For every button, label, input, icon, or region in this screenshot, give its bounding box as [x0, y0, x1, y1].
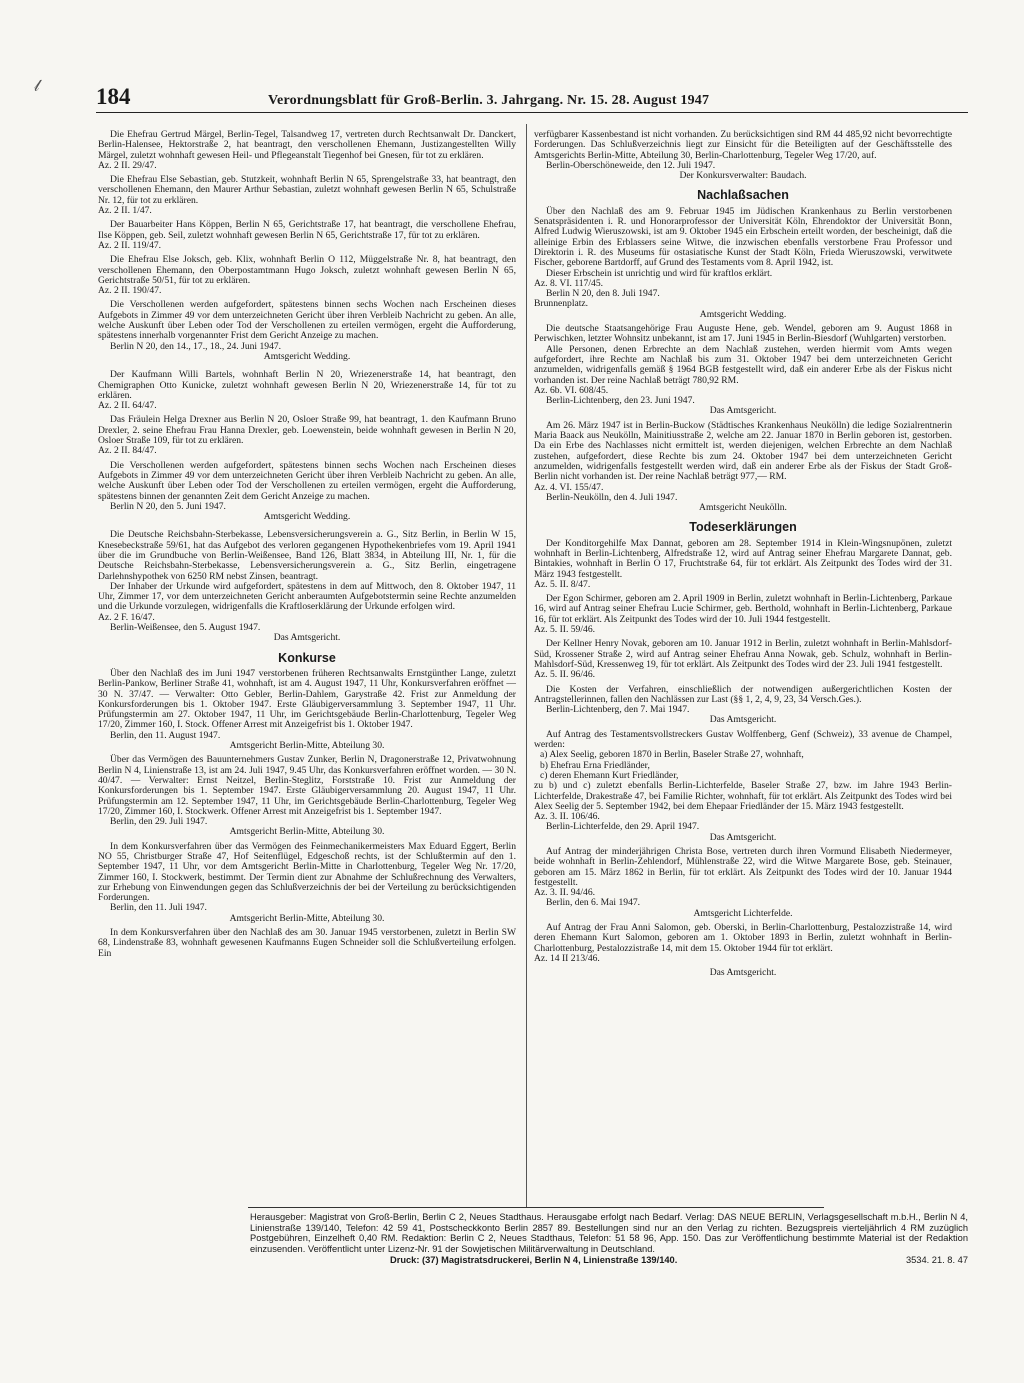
case-reference: Az. 8. VI. 117/45. — [534, 277, 604, 289]
print-code: 3534. 21. 8. 47 — [905, 1255, 968, 1266]
imprint-text: Herausgeber: Magistrat von Groß-Berlin, Berlin C 2, Neues Stadthaus. Herausgabe erfolgt nach Bedarf. Verlag: DAS NEUE BERLIN, Verlagsgesellschaft m.b.H., Berlin N 4, Linienstraße 139/140, Telefon: 42 59 41, Postscheckkonto Berlin 2857 89. Bestellungen sind nur an den Verlag zu richten. Bezugspreis vierteljährlich 4 RM zuzüglich Postgebühren, Einzelheft 0,40 RM. Redaktion: Berlin C 2, Neues Stadthaus, Telefon: 51 58 96, App. 150. Das zur Veröffentlichung bestimmte Material ist der Redaktion einzusenden. Veröffentlicht unter Lizenz-Nr. 91 der Sowjetischen Militärverwaltung in Deutschland. — [250, 1212, 968, 1254]
list-item: b) Ehefrau Erna Friedländer, — [540, 759, 650, 771]
case-reference: Az. 2 II. 84/47. — [98, 445, 157, 457]
court-signature: Das Amtsgericht. — [709, 714, 777, 726]
notice-paragraph: Die Ehefrau Else Sebastian, geb. Stutzkeit, wohnhaft Berlin N 65, Sprengelstraße 33, hat beantragt, den verschollenen Ehemann, den Maurer Arthur Sebastian, zuletzt wohnhaft gewesen Berlin N 65, Schulstraße Nr. 12, für tot zu erklären. — [98, 174, 516, 206]
place-date: Berlin-Lichterfelde, den 29. April 1947. — [546, 821, 700, 833]
court-signature: Das Amtsgericht. — [709, 967, 777, 979]
court-signature: Amtsgericht Berlin-Mitte, Abteilung 30. — [229, 826, 385, 838]
notice-paragraph: Die Verschollenen werden aufgefordert, spätestens binnen sechs Wochen nach Erscheinen dieses Aufgebots in Zimmer 49 vor dem unterzeichneten Gericht über ihren Verbleib Nachricht zu geben. An alle, welche Auskunft über Leben oder Tod der Verschollenen zu erteilen vermögen, ergeht die Aufforderung, spätestens innerhalb vorgenannter Frist dem Gericht Anzeige zu machen. — [98, 299, 516, 342]
court-signature: Amtsgericht Berlin-Mitte, Abteilung 30. — [229, 912, 385, 924]
notice-paragraph: Dieser Erbschein ist unrichtig und wird für kraftlos erklärt. — [546, 267, 773, 279]
notice-paragraph: Am 26. März 1947 ist in Berlin-Buckow (Städtisches Krankenhaus Neukölln) die ledige Sozialrentnerin Maria Baack aus Neukölln, Mainitiusstraße 2, welche am 22. Januar 1870 in Berlin geboren ist, gestorben. Da ein Erbe des Nachlasses nicht ermittelt ist, werden diejenigen, welchen Erbrechte an dem Nachlaß zustehen, aufgefordert, diese Rechte bis zum 24. Oktober 1947 bei dem unterzeichneten Gericht anzumelden, widrigenfalls festgestellt werden wird, daß ein anderer Erbe als der Fiskus der Stadt Groß-Berlin nicht vorhanden ist. Der reine Nachlaß beträgt 977,— RM. — [534, 419, 952, 483]
place-date: Berlin, den 11. Juli 1947. — [110, 902, 207, 914]
notice-paragraph: Die deutsche Staatsangehörige Frau Auguste Hene, geb. Wendel, geboren am 9. August 1868 in Perwischken, letzter Wohnsitz unbekannt, ist am 17. Juni 1945 in Berlin-Biesdorf (Wuhlgarten) verstorben. — [534, 323, 952, 345]
place-date: Berlin-Lichtenberg, den 7. Mai 1947. — [546, 704, 690, 716]
administrator-signature: Der Konkursverwalter: Baudach. — [679, 170, 807, 182]
place-date: Berlin, den 29. Juli 1947. — [110, 816, 208, 828]
case-reference: Az. 2 II. 1/47. — [98, 205, 152, 217]
notice-paragraph: Der Inhaber der Urkunde wird aufgefordert, spätestens in dem auf Mittwoch, den 8. Oktober 1947, 11 Uhr, Zimmer 17, vor dem unterzeichneten Gericht anberaumten Aufgebotstermin seine Rechte anzumelden und die Urkunde vorzulegen, widrigenfalls die Kraftloserklärung der Urkunde erfolgen wird. — [98, 580, 516, 613]
place-date: Berlin-Oberschöneweide, den 12. Juli 1947. — [546, 159, 716, 171]
court-signature: Das Amtsgericht. — [709, 405, 777, 417]
case-reference: Az. 2 II. 29/47. — [98, 159, 157, 171]
case-reference: Az. 6b. VI. 608/45. — [534, 384, 609, 396]
case-reference: Az. 5. II. 59/46. — [534, 624, 596, 636]
notice-paragraph: Auf Antrag des Testamentsvollstreckers Gustav Wolffenberg, Genf (Schweiz), 33 avenue de Champel, werden: — [534, 728, 952, 751]
court-signature: Das Amtsgericht. — [273, 632, 341, 644]
place-date: Berlin, den 6. Mai 1947. — [546, 897, 641, 909]
case-reference: Az. 14 II 213/46. — [534, 952, 600, 964]
notice-paragraph: Die Deutsche Reichsbahn-Sterbekasse, Lebensversicherungsverein a. G., Sitz Berlin, in Berlin W 15, Knesebeckstraße 59/61, hat das Aufgebot des verloren gegangenen Hypothekenbriefes vom 19. April 1941 über die im Grundbuche von Berlin-Weißensee, Band 126, Blatt 3834, in Abteilung III, Nr. 1, für die Deutsche Reichsbahn-Sterbekasse, Lebensversicherungsverein a. G., Sitz Berlin, eingetragene Darlehnshypothek von 6250 RM nebst Zinsen, beantragt. — [98, 529, 516, 582]
notice-paragraph: Über den Nachlaß des am 9. Februar 1945 im Jüdischen Krankenhaus zu Berlin verstorbenen Senatspräsidenten i. R. und Honorarprofessor der Universität Köln, Ehrendoktor der Universität Bonn, Alfred Ludwig Wieruszowski, ist am 9. Oktober 1945 ein Erbschein erteilt worden, der bescheinigt, daß die alleinige Erbin des Erblassers seine Witwe, die inzwischen ebenfalls verstorbene Frau Professor und Direktorin i. R. des Museums für ostasiatische Kunst der Stadt Köln, Frieda Wieruszowski, verwitwete Fischer, geborene Bartdorff, auf Grund des Testaments vom 8. April 1942, ist. — [534, 205, 952, 269]
notice-paragraph: In dem Konkursverfahren über den Nachlaß des am 30. Januar 1945 verstorbenen, zuletzt in Berlin SW 68, Lindenstraße 83, wohnhaft gewesenen Kaufmanns Eugen Schneider soll die Schlußverteilung erfolgen. Ein — [98, 927, 516, 959]
imprint-bottom-line — [250, 1255, 968, 1266]
court-signature: Amtsgericht Wedding. — [263, 511, 351, 523]
right-column — [534, 130, 952, 979]
notice-paragraph: Der Bauarbeiter Hans Köppen, Berlin N 65, Gerichtstraße 17, hat beantragt, die verschollene Ehefrau, Ilse Köppen, geb. Seil, zuletzt wohnhaft gewesen Berlin N 65, Gerichtstraße 17, für tot zu erklären. — [98, 219, 516, 241]
place-date: Berlin-Lichtenberg, den 23. Juni 1947. — [546, 395, 695, 407]
notice-paragraph: Das Fräulein Helga Drexner aus Berlin N 20, Osloer Straße 99, hat beantragt, 1. den Kaufmann Bruno Drexler, 2. seine Ehefrau Frau Hanna Drexler, geb. Loewenstein, beide wohnhaft gewesen in Berlin N 20, Osloer Straße 109, für tot zu erklären. — [98, 414, 516, 447]
court-signature: Amtsgericht Berlin-Mitte, Abteilung 30. — [229, 740, 385, 752]
notice-paragraph: In dem Konkursverfahren über das Vermögen des Feinmechanikermeisters Max Eduard Eggert, Berlin NO 55, Christburger Straße 47, Hof Seitenflügel, Edgeschoß rechts, ist der Schlußtermin auf den 1. September 1947, 11 Uhr, vor dem Amtsgericht Berlin-Mitte in Charlottenburg, Tegeler Weg Nr. 17/20, Zimmer 160, I. Stockwerk, bestimmt. Der Termin dient zur Abnahme der Schlußrechnung des Verwalters, zur Erhebung von Einwendungen gegen das Schlußverzeichnis der bei der Verteilung zu berücksichtigenden Forderungen. — [98, 840, 516, 904]
notice-paragraph: Die Verschollenen werden aufgefordert, spätestens binnen sechs Wochen nach Erscheinen dieses Aufgebots in Zimmer 49 vor dem unterzeichneten Gericht über ihren Verbleib Nachricht zu geben. An alle, welche Auskunft über Leben oder Tod der Verschollenen zu erteilen vermögen, ergeht die Aufforderung, spätestens binnen der genannten Zeit dem Gericht Anzeige zu machen. — [98, 459, 516, 502]
court-signature: Amtsgericht Neukölln. — [699, 502, 787, 514]
notice-paragraph: Über den Nachlaß des im Juni 1947 verstorbenen früheren Rechtsanwalts Ernstgünther Lange, zuletzt Berlin-Pankow, Berliner Straße 41, wohnhaft, ist am 4. August 1947, 11 Uhr, Konkursverfahren eröffnet — 30 N. 37/47. — Verwalter: Otto Gebler, Berlin-Dahlem, Garystraße 42. Frist zur Anmeldung der Konkursforderungen bis 1. Oktober 1947. Erste Gläubigerversammlung 3. September 1947, 11 Uhr. Prüfungstermin am 27. Oktober 1947, 11 Uhr, im Gerichtsgebäude Berlin-Charlottenburg, Tegeler Weg 17/20, Zimmer 160, I. Stock. Offener Arrest mit Anzeigefrist bis 1. Oktober 1947. — [98, 667, 516, 731]
left-column — [98, 130, 516, 959]
case-reference: Az. 5. II. 96/46. — [534, 669, 596, 681]
notice-paragraph: Auf Antrag der Frau Anni Salomon, geb. Oberski, in Berlin-Charlottenburg, Pestalozzistraße 14, wird deren Ehemann Kurt Salomon, geboren am 1. Oktober 1893 in Berlin, zuletzt wohnhaft in Berlin-Charlottenburg, Pestalozzistraße 14, mit dem 15. Oktober 1944 für tot erklärt. — [534, 922, 952, 954]
header-rule — [96, 112, 968, 113]
imprint-footer — [250, 1212, 968, 1266]
case-reference: Az. 3. II. 94/46. — [534, 887, 596, 899]
notice-paragraph: Alle Personen, denen Erbrechte an dem Nachlaß zustehen, werden hiermit vom Amts wegen aufgefordert, ihre Rechte am Nachlaß bis zum 31. Oktober 1947 bei dem unterzeichneten Gericht anzumelden, widrigenfalls gemäß § 1964 BGB festgestellt wird, daß ein anderer Erbe als der Fiskus nicht vorhanden ist. Der reine Nachlaß beträgt 780,92 RM. — [534, 343, 952, 386]
notice-paragraph: zu b) und c) zuletzt ebenfalls Berlin-Lichterfelde, Baseler Straße 27, bzw. im Jahre 1943 Berlin-Lichterfelde, Drakestraße 47, bei Familie Richter, wohnhaft, für tot erklärt. Als Zeitpunkt des Todes wird bei Alex Seelig der 5. September 1942, bei dem Ehepaar Friedländer der 15. März 1943 festgestellt. — [534, 780, 952, 812]
notice-paragraph: Die Kosten der Verfahren, einschließlich der notwendigen außergerichtlichen Kosten der Antragstellerinnen, fallen den Nachlässen zur Last (§§ 1, 2, 4, 9, 23, 34 Versch.Ges.). — [534, 683, 952, 705]
case-reference: Az. 4. VI. 155/47. — [534, 481, 604, 493]
court-signature: Das Amtsgericht. — [709, 831, 777, 843]
case-reference: Az. 2 II. 64/47. — [98, 400, 157, 412]
notice-paragraph: Der Egon Schirmer, geboren am 2. April 1909 in Berlin, zuletzt wohnhaft in Berlin-Lichtenberg, Parkaue 16, wird auf Antrag seiner Ehefrau Lucie Schirmer, geb. Berthold, wohnhaft in Berlin-Lichtenberg, Parkaue 16, für tot erklärt. Als Zeitpunkt des Todes wird der 10. Juli 1944 festgestellt. — [534, 593, 952, 625]
court-signature: Amtsgericht Wedding. — [699, 308, 787, 320]
place-date: Berlin N 20, den 14., 17., 18., 24. Juni 1947. — [110, 340, 282, 352]
place-date: Berlin-Neukölln, den 4. Juli 1947. — [546, 491, 678, 503]
page-header — [96, 84, 968, 112]
notice-paragraph: Der Kaufmann Willi Bartels, wohnhaft Berlin N 20, Wriezenerstraße 14, hat beantragt, den Chemigraphen Otto Kunicke, zuletzt wohnhaft gewesen Berlin N 20, Wriezenerstraße 14, für tot zu erklären. — [98, 369, 516, 401]
court-signature: Amtsgericht Wedding. — [263, 350, 351, 362]
place-address: Brunnenplatz. — [534, 298, 589, 310]
case-reference: Az. 2 F. 16/47. — [98, 611, 155, 623]
margin-mark: 𝓁 — [34, 78, 40, 95]
section-heading-todeserklaerungen: Todeserklärungen — [689, 520, 797, 535]
section-heading-konkurse: Konkurse — [278, 650, 336, 665]
notice-paragraph: Der Konditorgehilfe Max Dannat, geboren am 28. September 1914 in Klein-Wingsnupönen, zuletzt wohnhaft in Berlin-Lichtenberg, Alfredstraße 12, wird auf Antrag seiner Ehefrau Margarete Dannat, geb. Bintakies, wohnhaft in Berlin O 17, Fruchtstraße 64, für tot erklärt. Als Zeitpunkt des Todes wird der 31. März 1943 festgestellt. — [534, 537, 952, 580]
page-number: 184 — [96, 84, 131, 109]
place-date: Berlin N 20, den 5. Juni 1947. — [110, 500, 226, 512]
case-reference: Az. 3. II. 106/46. — [534, 811, 600, 823]
list-item: a) Alex Seelig, geboren 1870 in Berlin, Baseler Straße 27, wohnhaft, — [540, 749, 804, 761]
printer-line: Druck: (37) Magistratsdruckerei, Berlin N 4, Linienstraße 139/140. — [390, 1255, 678, 1266]
notice-paragraph: Auf Antrag der minderjährigen Christa Bose, vertreten durch ihren Vormund Elisabeth Niedermeyer, beide wohnhaft in Berlin-Zehlendorf, Mühlenstraße 22, wird die Witwe Margarete Bose, geb. Steinauer, geboren am 15. März 1862 in Berlin, für tot erklärt. Als Zeitpunkt des Todes wird der 10. Januar 1944 festgestellt. — [534, 846, 952, 888]
case-reference: Az. 2 II. 119/47. — [98, 239, 162, 251]
notice-paragraph: Die Ehefrau Gertrud Märgel, Berlin-Tegel, Talsandweg 17, vertreten durch Rechtsanwalt Dr. Danckert, Berlin-Halensee, Hektorstraße 2, hat beantragt, den verschollenen Ehemann, Justizangestellten Willy Märgel, zuletzt wohnhaft gewesen Heil- und Pflegeanstalt Tiegenhof bei Gnesen, für tot zu erklären. — [98, 129, 516, 161]
page-title: Verordnungsblatt für Groß-Berlin. 3. Jahrgang. Nr. 15. 28. August 1947 — [268, 93, 710, 108]
case-reference: Az. 2 II. 190/47. — [98, 285, 162, 297]
list-item: c) deren Ehemann Kurt Friedländer, — [540, 769, 679, 781]
notice-paragraph: Der Kellner Henry Novak, geboren am 10. Januar 1912 in Berlin, zuletzt wohnhaft in Berlin-Mahlsdorf-Süd, Krossener Straße 2, wird auf Antrag seiner Ehefrau Anna Nowak, geb. Schulz, wohnhaft in Berlin-Mahlsdorf-Süd, Kressenweg 19, für tot erklärt. Als Zeitpunkt des Todes wird der 23. Juli 1941 festgestellt. — [534, 638, 952, 670]
place-date: Berlin, den 11. August 1947. — [110, 729, 221, 741]
notice-paragraph: Über das Vermögen des Bauunternehmers Gustav Zunker, Berlin N, Dragonerstraße 12, Privatwohnung Berlin N 4, Linienstraße 13, ist am 24. Juli 1947, 9.45 Uhr, das Konkursverfahren eröffnet worden. — 30 N. 40/47. — Verwalter: Ernst Neitzel, Berlin-Steglitz, Forststraße 10. Frist zur Anmeldung der Konkursforderungen bis 1. September 1947. Erste Gläubigerversammlung 20. August 1947, 11 Uhr. Prüfungstermin am 12. September 1947, 11 Uhr, im Gerichtsgebäude Berlin-Charlottenburg, Tegeler Weg 17/20, Zimmer 160, I. Stockwerk. Offener Arrest mit Anzeigefrist bis 1. September 1947. — [98, 754, 516, 817]
footer-rule — [248, 1207, 824, 1208]
notice-paragraph: Die Ehefrau Else Joksch, geb. Klix, wohnhaft Berlin O 112, Müggelstraße Nr. 8, hat beantragt, den verschollenen Ehemann, den Oberpostamtmann Hugo Joksch, zuletzt wohnhaft gewesen Berlin N 65, Gerichtstraße 50/51, für tot zu erklären. — [98, 254, 516, 286]
column-divider — [526, 124, 527, 1207]
section-heading-nachlasssachen: Nachlaßsachen — [697, 188, 789, 203]
case-reference: Az. 5. II. 8/47. — [534, 578, 591, 590]
place-date: Berlin N 20, den 8. Juli 1947. — [546, 288, 660, 300]
court-signature: Amtsgericht Lichterfelde. — [693, 907, 793, 919]
place-date: Berlin-Weißensee, den 5. August 1947. — [110, 622, 261, 634]
notice-paragraph: verfügbarer Kassenbestand ist nicht vorhanden. Zu berücksichtigen sind RM 44 485,92 nicht bevorrechtigte Forderungen. Das Schlußverzeichnis liegt zur Einsicht für die Beteiligten auf der Geschäftsstelle des Amtsgerichts Berlin-Mitte, Abteilung 30, Berlin-Charlottenburg, Tegeler Weg 17/20, auf. — [534, 129, 952, 161]
